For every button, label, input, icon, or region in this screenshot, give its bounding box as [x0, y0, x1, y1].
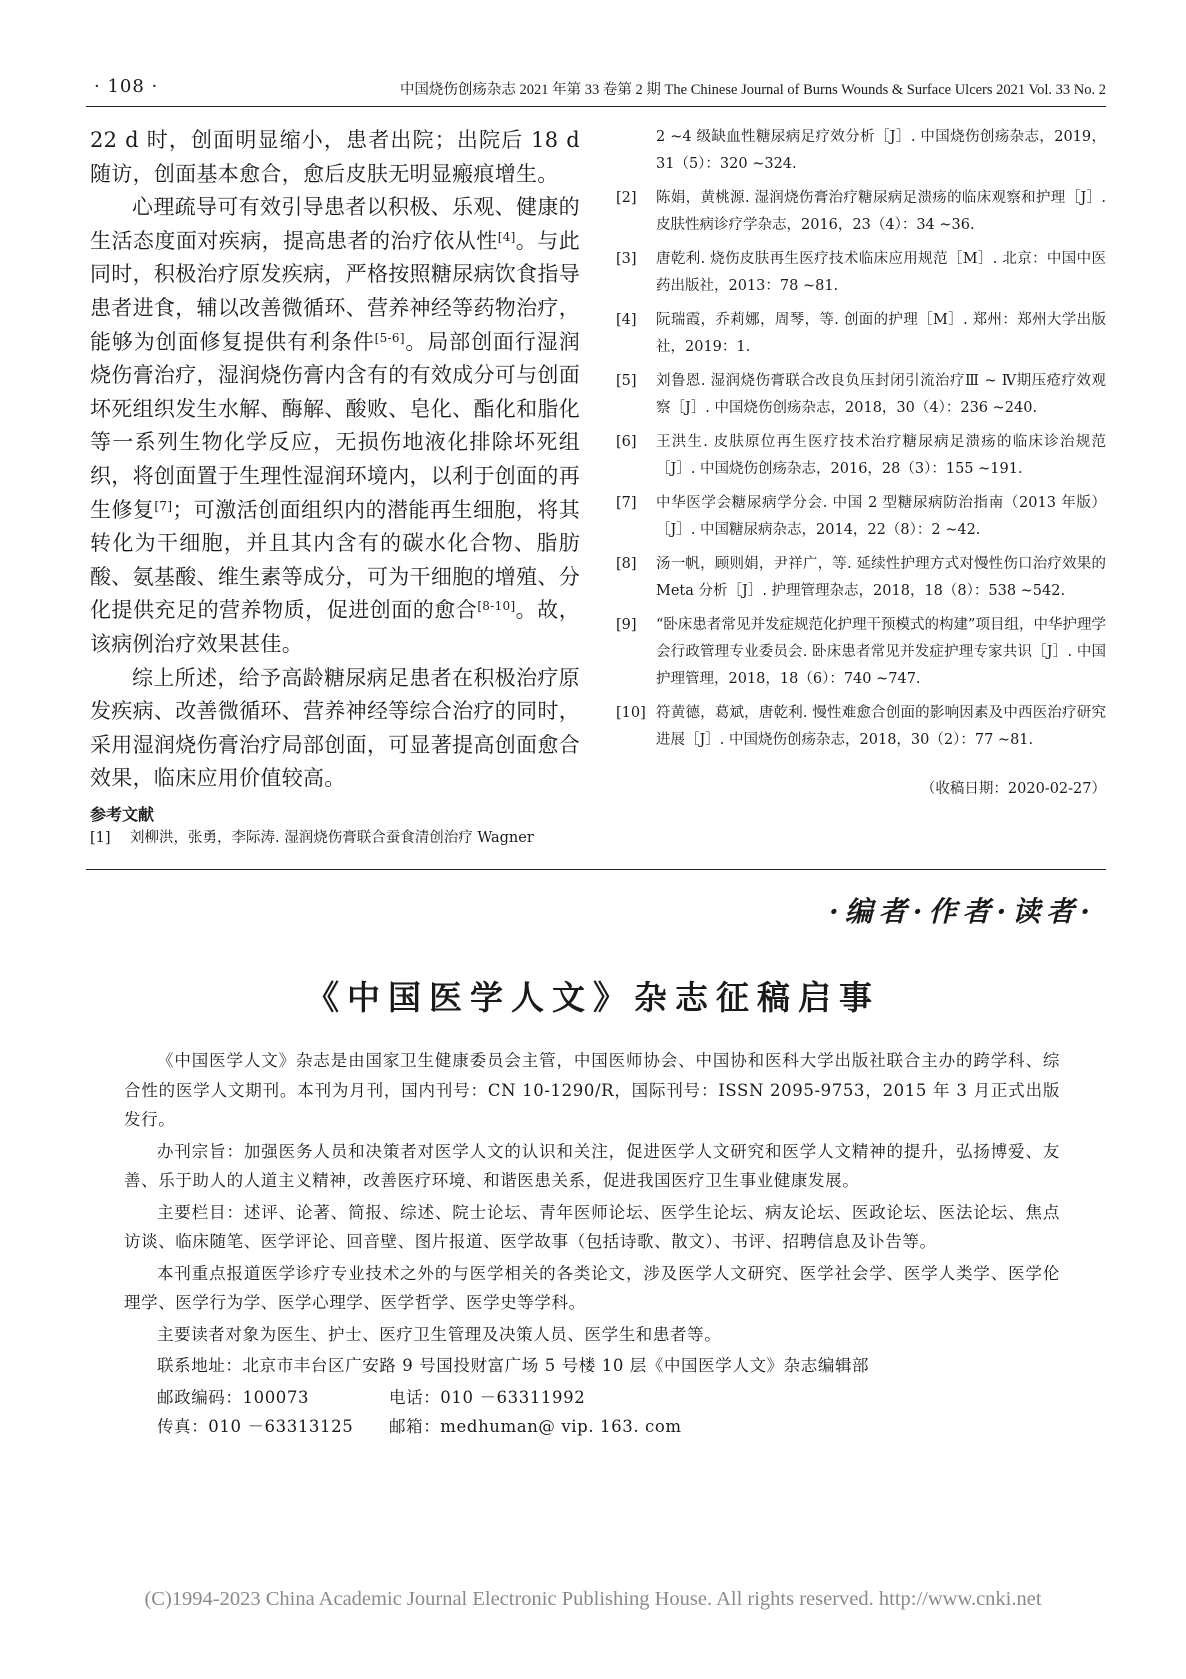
citation-mark: [7] [154, 498, 173, 513]
references-list-right [616, 124, 1106, 754]
notice-paragraph: 本刊重点报道医学诊疗专业技术之外的与医学相关的各类论文，涉及医学人文研究、医学社会学、医学人类学、医学伦理学、医学行为学、医学心理学、医学哲学、医学史等学科。 [124, 1263, 1060, 1312]
reference-number: [10] [616, 705, 646, 721]
running-header [86, 70, 1106, 107]
reference-item [90, 825, 580, 852]
reference-text: 阮瑞霞，乔莉娜，周琴，等. 创面的护理［M］. 郑州：郑州大学出版社，2019：1. [656, 312, 1106, 355]
reference-text: 汤一帆，顾则娟，尹祥广，等. 延续性护理方式对慢性伤口治疗效果的 Meta 分析［J］. 护理管理杂志，2018，18（8）：538 ~542. [656, 556, 1106, 599]
notice-paragraph: 主要栏目：述评、论著、简报、综述、院士论坛、青年医师论坛、医学生论坛、病友论坛、医政论坛、医法论坛、焦点访谈、临床随笔、医学评论、回音壁、图片报道、医学故事（包括诗歌、散文）、书评、招聘信息及讣告等。 [124, 1202, 1060, 1251]
reference-text: 中华医学会糖尿病学分会. 中国 2 型糖尿病防治指南（2013 年版）［J］. 中国糖尿病杂志，2014，22（8）：2 ~42. [656, 495, 1106, 538]
reference-text: 刘鲁恩. 湿润烧伤膏联合改良负压封闭引流治疗Ⅲ ~ Ⅳ期压疮疗效观察［J］. 中国烧伤创疡杂志，2018，30（4）：236 ~240. [656, 373, 1106, 416]
reference-item [616, 490, 1106, 544]
reference-number: [4] [616, 312, 637, 328]
citation-mark: [8-10] [477, 599, 516, 614]
section-tag: ·编者·作者·读者· [829, 895, 1096, 928]
reference-item [616, 612, 1106, 693]
body-paragraph: 心理疏导可有效引导患者以积极、乐观、健康的生活态度面对疾病，提高患者的治疗依从性[4]。与此同时，积极治疗原发疾病，严格按照糖尿病饮食指导患者进食，辅以改善微循环、营养神经等药物治疗，能够为创面修复提供有利条件[5-6]。局部创面行湿润烧伤膏治疗，湿润烧伤膏内含有的有效成分可与创面坏死组织发生水解、酶解、酸败、皂化、酯化和脂化等一系列生物化学反应，无损伤地液化排除坏死组织，将创面置于生理性湿润环境内，以利于创面的再生修复[7]；可激活创面组织内的潜能再生细胞，将其转化为干细胞，并且其内含有的碳水化合物、脂肪酸、氨基酸、维生素等成分，可为干细胞的增殖、分化提供充足的营养物质，促进创面的愈合[8-10]。故，该病例治疗效果甚佳。 [90, 195, 581, 656]
reference-number: [5] [616, 373, 637, 389]
body-paragraph: 综上所述，给予高龄糖尿病足患者在积极治疗原发疾病、改善微循环、营养神经等综合治疗的同时，采用湿润烧伤膏治疗局部创面，可显著提高创面愈合效果，临床应用价值较高。 [90, 665, 580, 791]
reference-number: [9] [616, 617, 637, 633]
reference-text: 王洪生. 皮肤原位再生医疗技术治疗糖尿病足溃疡的临床诊治规范［J］. 中国烧伤创疡杂志，2016，28（3）：155 ~191. [656, 434, 1106, 477]
reference-number: [3] [616, 251, 637, 267]
phone: 电话：010 －63311992 [389, 1387, 586, 1407]
notice-title: 《中国医学人文》杂志征稿启事 [306, 978, 880, 1017]
reference-item [616, 700, 1106, 754]
journal-citation-line: 中国烧伤创疡杂志 2021 年第 33 卷第 2 期 The Chinese Journal of Burns Wounds & Surface Ulcers 2021 Vol. 33 No. 2 [399, 82, 1106, 98]
article-column-left [90, 124, 580, 859]
citation-mark: [5-6] [374, 330, 405, 345]
contact-row-1 [124, 1383, 1060, 1413]
email: 邮箱：medhuman@ vip. 163. com [389, 1417, 682, 1436]
article-body [90, 124, 580, 796]
notice-body [124, 1046, 1060, 1381]
reference-item [616, 185, 1106, 239]
reference-text: “卧床患者常见并发症规范化护理干预模式的构建”项目组，中华护理学会行政管理专业委员会. 卧床患者常见并发症护理专家共识［J］. 中国护理管理，2018，18（6）：740 ~747. [656, 617, 1106, 687]
reference-number: [1] [90, 829, 111, 846]
reference-text: 刘柳洪，张勇，李际涛. 湿润烧伤膏联合蚕食清创治疗 Wagner [130, 829, 534, 846]
received-date: （收稿日期：2020-02-27） [920, 781, 1106, 797]
notice-paragraph: 《中国医学人文》杂志是由国家卫生健康委员会主管，中国医师协会、中国协和医科大学出版社联合主办的跨学科、综合性的医学人文期刊。本刊为月刊，国内刊号：CN 10-1290/R，国际刊号：ISSN 2095-9753，2015 年 3 月正式出版发行。 [124, 1051, 1060, 1129]
reference-item [616, 124, 1106, 178]
reference-number: [6] [616, 434, 637, 450]
call-for-papers-notice [124, 1046, 1060, 1442]
reference-number: [7] [616, 495, 637, 511]
body-paragraph: 22 d 时，创面明显缩小，患者出院；出院后 18 d 随访，创面基本愈合，愈后皮肤无明显瘢痕增生。 [90, 128, 580, 186]
reference-text: 陈娟，黄桃源. 湿润烧伤膏治疗糖尿病足溃疡的临床观察和护理［J］. 皮肤性病诊疗学杂志，2016，23（4）：34 ~36. [656, 190, 1106, 233]
reference-text: 2 ~4 级缺血性糖尿病足疗效分析［J］. 中国烧伤创疡杂志，2019，31（5）：320 ~324. [656, 129, 1106, 172]
copyright-footer: (C)1994-2023 China Academic Journal Electronic Publishing House. All rights reserved. http://www.cnki.net [144, 1588, 1042, 1610]
section-divider [86, 869, 1106, 870]
reference-text: 符黄德，葛斌，唐乾利. 慢性难愈合创面的影响因素及中西医治疗研究进展［J］. 中国烧伤创疡杂志，2018，30（2）：77 ~81. [656, 705, 1106, 748]
postcode: 邮政编码：100073 [157, 1387, 310, 1407]
reference-item [616, 246, 1106, 300]
references-list-left [90, 825, 580, 852]
notice-paragraph: 联系地址：北京市丰台区广安路 9 号国投财富广场 5 号楼 10 层《中国医学人文》杂志编辑部 [157, 1356, 870, 1375]
reference-item [616, 368, 1106, 422]
reference-item [616, 307, 1106, 361]
reference-item [616, 429, 1106, 483]
reference-text: 唐乾利. 烧伤皮肤再生医疗技术临床应用规范［M］. 北京：中国中医药出版社，2013：78 ~81. [656, 251, 1106, 294]
reference-item [616, 551, 1106, 605]
article-column-right [616, 124, 1106, 797]
reference-number: [8] [616, 556, 637, 572]
notice-paragraph: 主要读者对象为医生、护士、医疗卫生管理及决策人员、医学生和患者等。 [157, 1324, 722, 1344]
notice-paragraph: 办刊宗旨：加强医务人员和决策者对医学人文的认识和关注，促进医学人文研究和医学人文精神的提升，弘扬博爱、友善、乐于助人的人道主义精神，改善医疗环境、和谐医患关系，促进我国医疗卫生事业健康发展。 [124, 1141, 1060, 1190]
fax: 传真：010 －63313125 [157, 1417, 354, 1436]
references-heading: 参考文献 [90, 804, 155, 824]
citation-mark: [4] [497, 229, 516, 244]
page-number: · 108 · [94, 76, 159, 97]
reference-number: [2] [616, 190, 637, 206]
contact-row-2 [124, 1412, 1060, 1442]
